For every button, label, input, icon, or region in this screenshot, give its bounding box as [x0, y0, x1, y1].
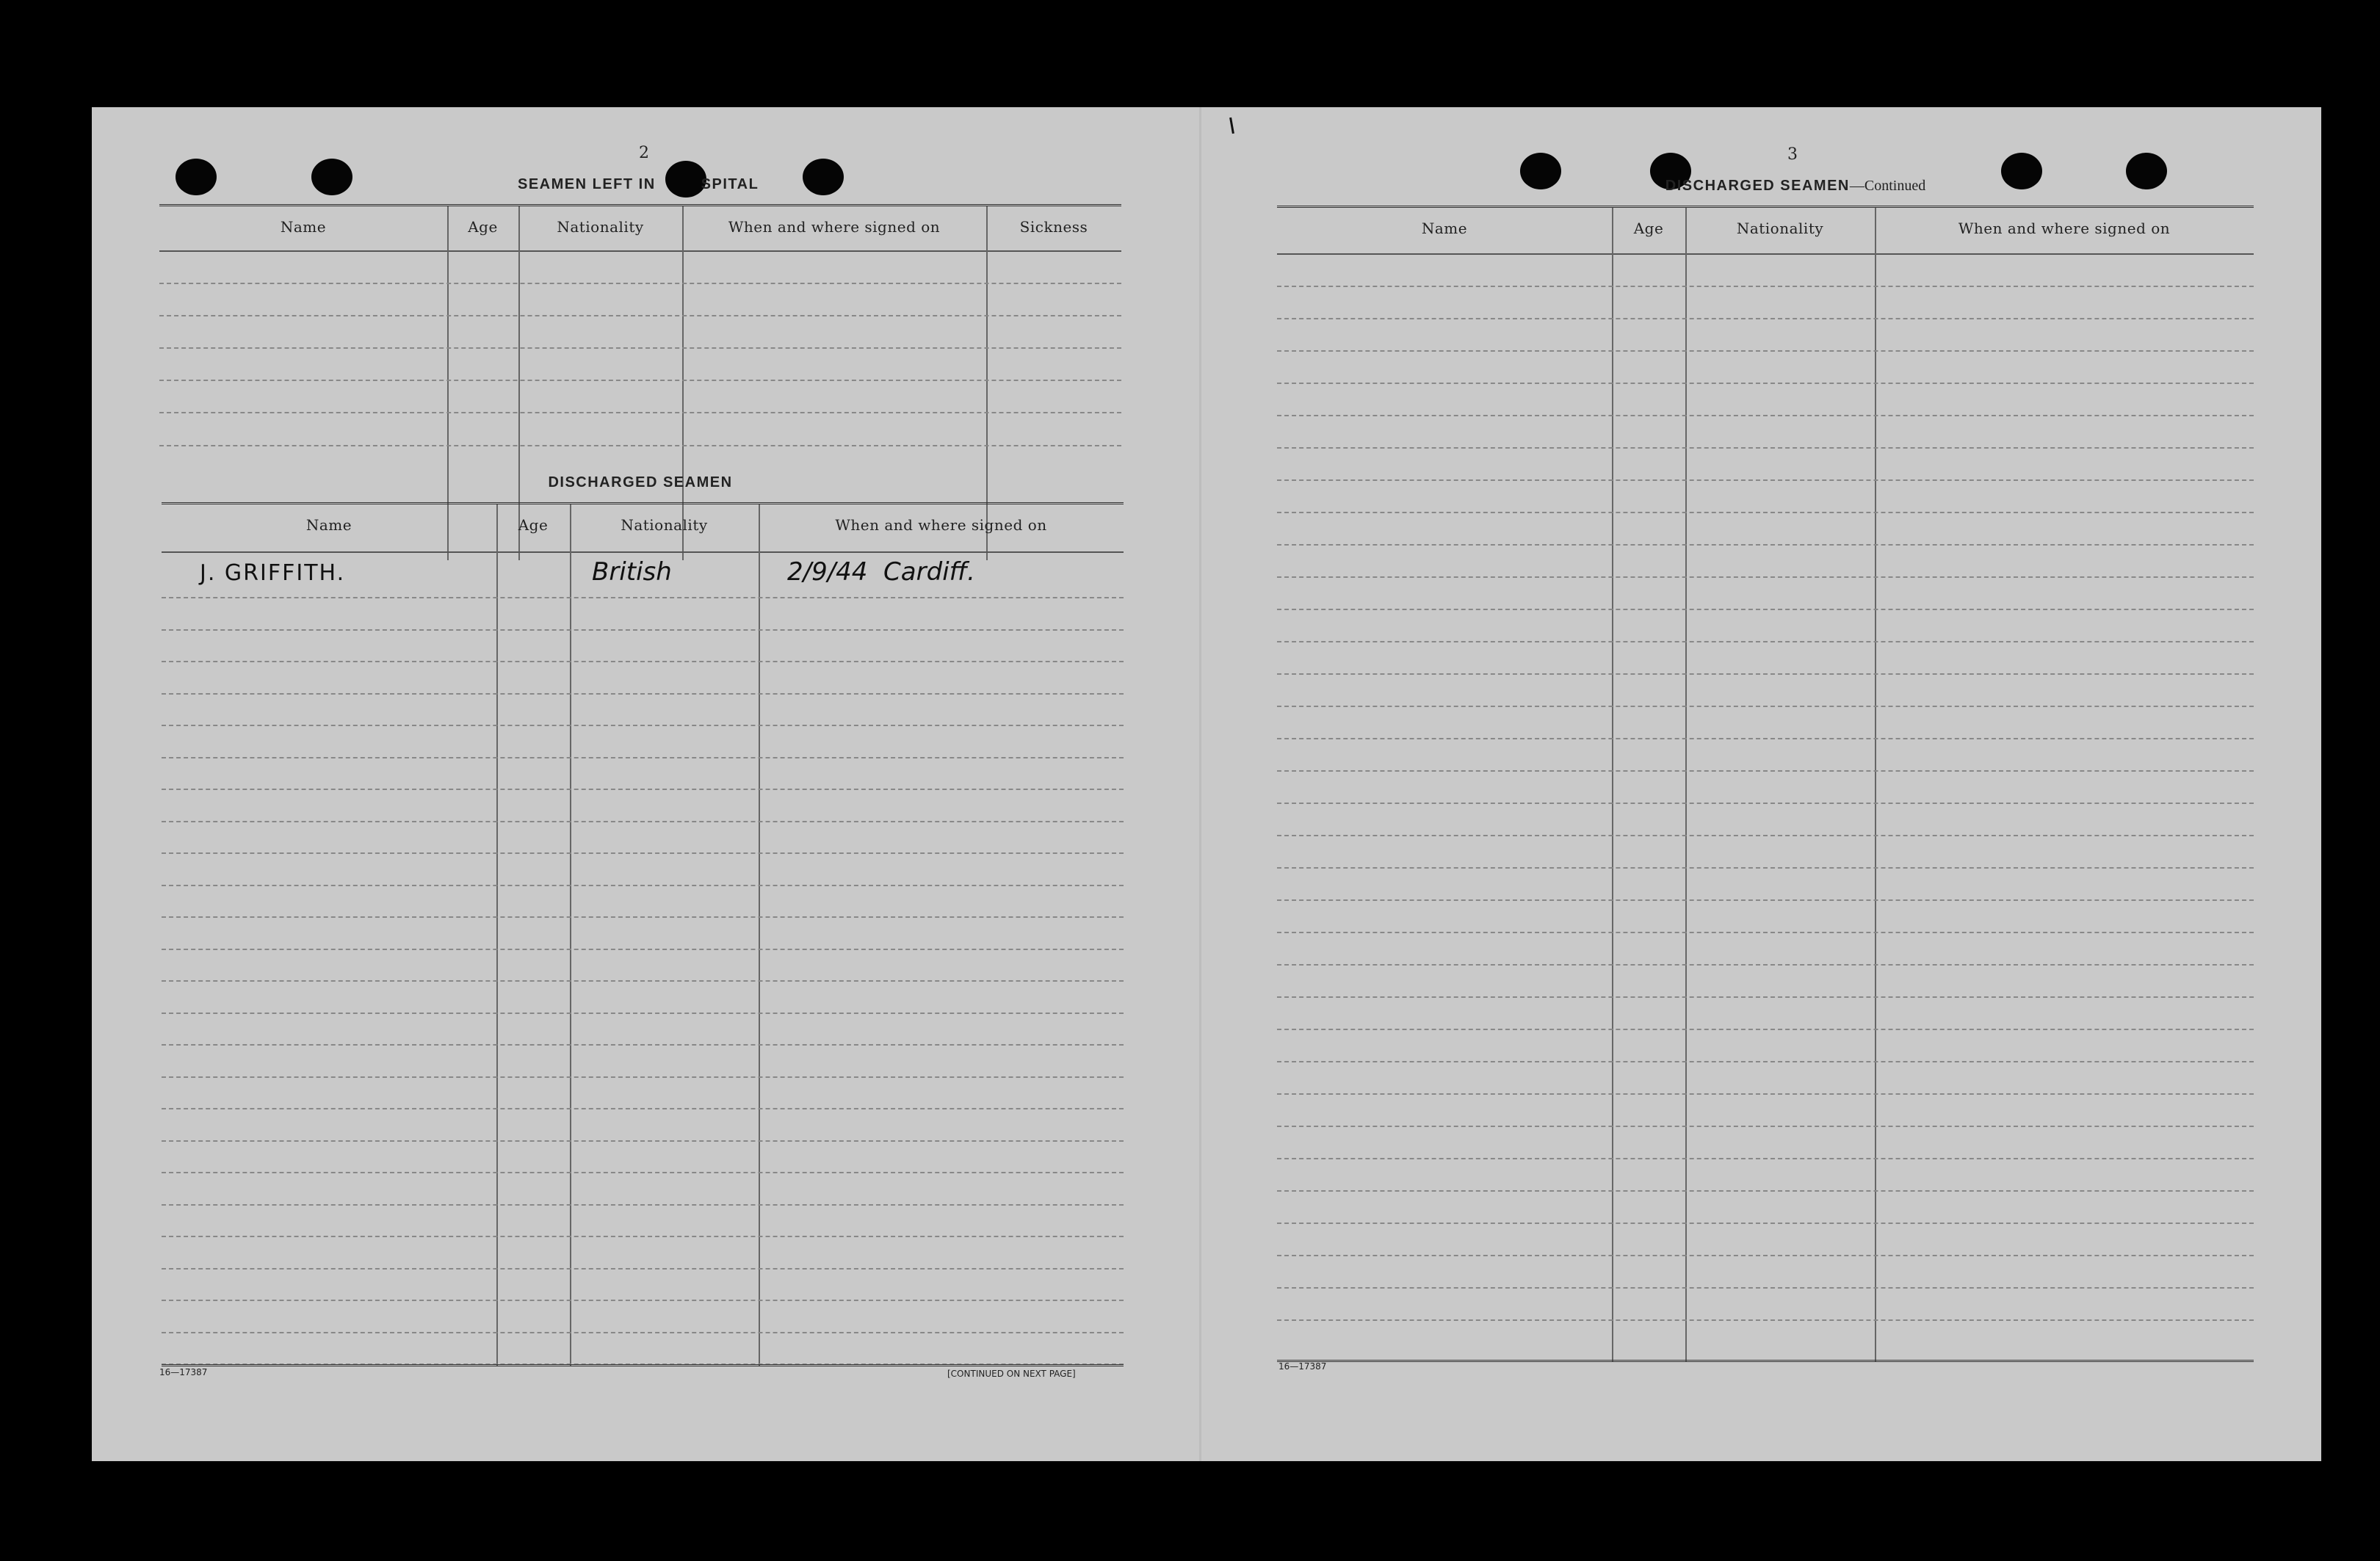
table-row — [1277, 383, 2254, 384]
table-row — [1277, 673, 2254, 675]
col-name: Name — [280, 218, 327, 236]
table-row — [162, 1108, 1124, 1109]
table-row — [1277, 544, 2254, 546]
discharged-table-header — [162, 504, 1124, 553]
table-row — [162, 629, 1124, 631]
table-row — [1277, 286, 2254, 287]
col-age: Age — [468, 218, 498, 236]
column-divider — [1612, 208, 1613, 1362]
table-row — [1277, 609, 2254, 610]
punch-hole — [2001, 153, 2042, 189]
table-row — [1277, 1223, 2254, 1224]
table-row — [162, 916, 1124, 918]
punch-hole — [803, 159, 844, 195]
table-row — [162, 1236, 1124, 1237]
table-row — [1277, 1319, 2254, 1321]
discharged-continued-header — [1277, 208, 2254, 255]
col-nationality: Nationality — [1736, 220, 1824, 237]
table-row — [162, 1268, 1124, 1270]
col-sickness: Sickness — [1019, 218, 1088, 236]
table-row — [1277, 1158, 2254, 1159]
table-row — [1277, 415, 2254, 416]
table-row — [1277, 479, 2254, 481]
form-number: 16—17387 — [159, 1367, 208, 1377]
table-row — [1277, 1190, 2254, 1192]
discharged-section-title: DISCHARGED SEAMEN — [548, 474, 733, 490]
page-number: 2 — [639, 144, 649, 162]
punch-hole — [176, 159, 217, 195]
table-row — [159, 315, 1121, 316]
col-nationality: Nationality — [557, 218, 644, 236]
table-row — [1277, 641, 2254, 642]
col-signed-on: When and where signed on — [835, 516, 1047, 534]
table-row — [162, 789, 1124, 790]
table-row — [1277, 350, 2254, 352]
continued-note: [CONTINUED ON NEXT PAGE] — [947, 1369, 1076, 1379]
column-divider — [1875, 208, 1876, 1362]
table-row — [162, 1013, 1124, 1014]
table-row — [159, 380, 1121, 381]
punch-hole — [1520, 153, 1561, 189]
col-signed-on: When and where signed on — [728, 218, 941, 236]
table-row — [159, 283, 1121, 284]
table-row — [162, 1332, 1124, 1333]
table-row — [162, 1300, 1124, 1301]
page-number: 3 — [1787, 145, 1798, 164]
table-row — [1277, 447, 2254, 449]
table-row — [162, 1076, 1124, 1078]
table-row — [159, 347, 1121, 349]
col-signed-on: When and where signed on — [1958, 220, 2171, 237]
form-number: 16—17387 — [1278, 1361, 1327, 1372]
table-bottom-rule — [162, 1364, 1124, 1366]
table-row — [1277, 512, 2254, 513]
col-age: Age — [1633, 220, 1664, 237]
table-row — [162, 949, 1124, 950]
left-page — [92, 107, 1201, 1461]
table-row — [159, 445, 1121, 446]
table-row — [1277, 964, 2254, 966]
table-row — [1277, 899, 2254, 901]
table-row — [1277, 867, 2254, 869]
col-nationality: Nationality — [621, 516, 708, 534]
table-row — [162, 693, 1124, 695]
table-row — [162, 980, 1124, 982]
table-row — [1277, 770, 2254, 772]
table-row — [1277, 576, 2254, 578]
table-row — [162, 661, 1124, 662]
col-age: Age — [518, 516, 549, 534]
table-row — [1277, 1126, 2254, 1127]
punch-hole — [311, 159, 352, 195]
entry-nationality: British — [592, 557, 672, 587]
punch-hole — [2126, 153, 2167, 189]
table-row — [162, 725, 1124, 726]
hospital-table-header — [159, 206, 1121, 252]
discharged-table — [162, 502, 1124, 1366]
discharged-continued-title: DISCHARGED SEAMEN—Continued — [1665, 178, 1926, 194]
table-row — [1277, 1287, 2254, 1289]
table-row — [1277, 1061, 2254, 1062]
table-row — [1277, 706, 2254, 707]
table-row — [162, 852, 1124, 854]
table-row — [1277, 803, 2254, 804]
table-row — [162, 1044, 1124, 1046]
discharged-continued-table — [1277, 206, 2254, 1362]
table-row — [1277, 1029, 2254, 1030]
entry-name: J. GRIFFITH. — [200, 560, 346, 586]
entry-signed-on: 2/9/44 Cardiff. — [787, 557, 975, 587]
table-row — [1277, 1255, 2254, 1256]
table-row — [159, 412, 1121, 413]
table-row — [162, 1140, 1124, 1142]
table-row — [1277, 738, 2254, 739]
table-row — [1277, 996, 2254, 998]
table-row — [162, 1204, 1124, 1206]
right-page — [1201, 107, 2321, 1461]
table-row — [1277, 835, 2254, 836]
hospital-section-title: SEAMEN LEFT IN SPITAL — [518, 176, 759, 192]
col-name: Name — [1421, 220, 1468, 237]
table-bottom-rule — [1277, 1360, 2254, 1362]
table-row — [1277, 932, 2254, 933]
pen-mark — [1229, 117, 1234, 134]
table-row — [162, 1172, 1124, 1173]
table-row — [162, 821, 1124, 822]
table-row — [162, 597, 1124, 598]
table-row — [162, 885, 1124, 886]
table-row — [1277, 318, 2254, 319]
column-divider — [1685, 208, 1687, 1362]
col-name: Name — [305, 516, 352, 534]
table-row — [1277, 1093, 2254, 1095]
document-sheet — [92, 107, 2321, 1461]
table-row — [162, 757, 1124, 758]
